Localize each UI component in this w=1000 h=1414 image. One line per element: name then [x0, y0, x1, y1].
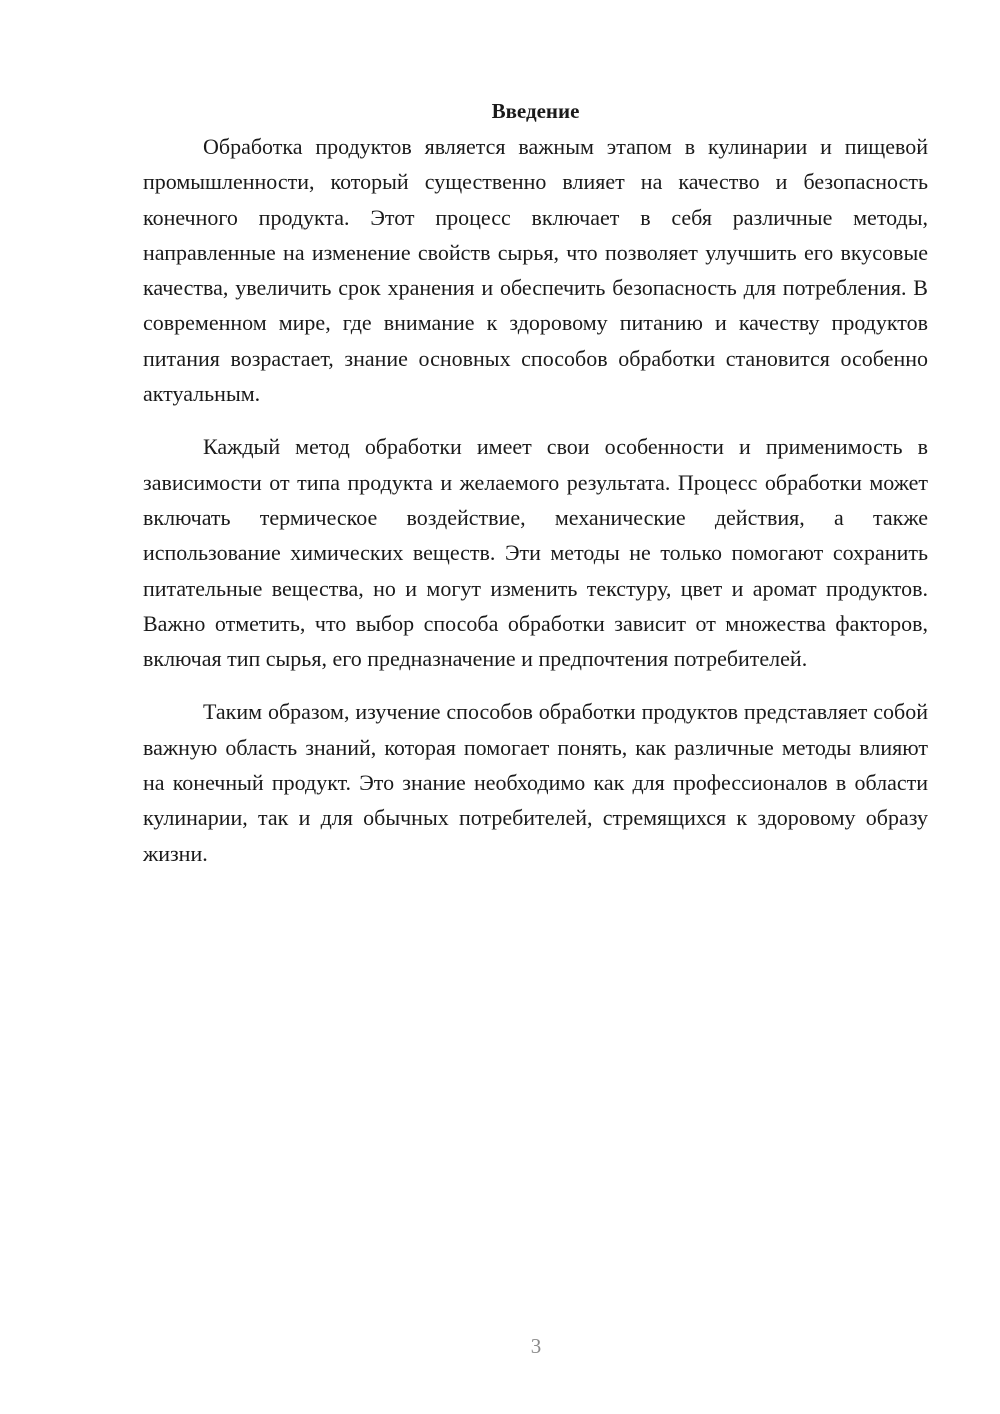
paragraph-2: Каждый метод обработки имеет свои особенности и применимость в зависимости от типа продукта и желаемого результата. Процесс обработки может включать термическое воздействие, механические действия, а также использование химических веществ. Эти методы не только помогают сохранить питательные вещества, но и могут изменить текстуру, цвет и аромат продуктов. Важно отметить, что выбор способа обработки зависит от множества факторов, включая тип сырья, его предназначение и предпочтения потребителей.	[143, 434, 928, 672]
paragraph-3: Таким образом, изучение способов обработки продуктов представляет собой важную область знаний, которая помогает понять, как различные методы влияют на конечный продукт. Это знание необходимо как для профессионалов в области кулинарии, так и для обычных потребителей, стремящихся к здоровому образу жизни.	[143, 699, 928, 866]
page-title: Введение	[491, 99, 580, 123]
paragraph-1: Обработка продуктов является важным этапом в кулинарии и пищевой промышленности, который существенно влияет на качество и безопасность конечного продукта. Этот процесс включает в себя различные методы, направленные на изменение свойств сырья, что позволяет улучшить его вкусовые качества, увеличить срок хранения и обеспечить безопасность для потребления. В современном мире, где внимание к здоровому питанию и качеству продуктов питания возрастает, знание основных способов обработки становится особенно актуальным.	[143, 134, 928, 407]
page-content	[143, 94, 928, 889]
page-number: 3	[530, 1334, 542, 1358]
